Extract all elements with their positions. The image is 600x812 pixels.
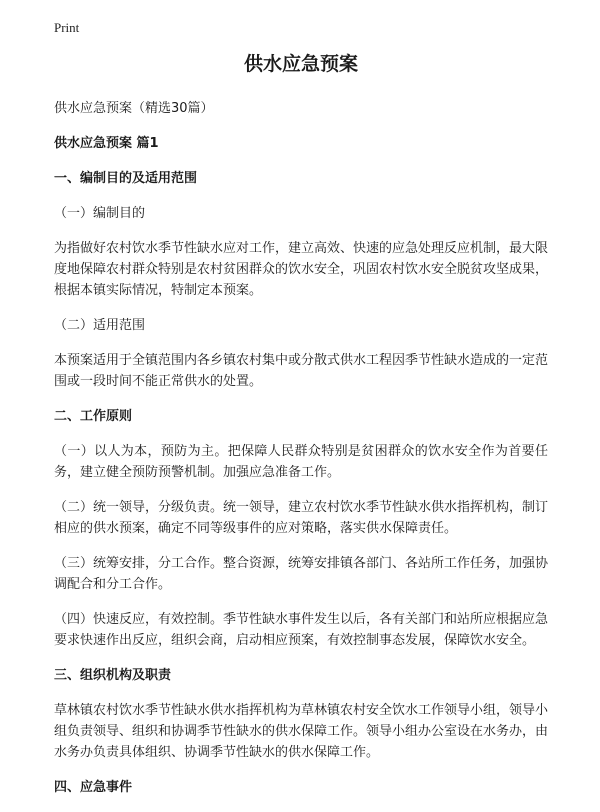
paragraph: 本预案适用于全镇范围内各乡镇农村集中或分散式供水工程因季节性缺水造成的一定范围或一段时间不能正常供水的处置。: [54, 353, 549, 389]
document-body: [54, 133, 548, 798]
print-link[interactable]: Print: [54, 20, 80, 35]
document-subtitle: 供水应急预案（精选30篇）: [54, 101, 214, 116]
paragraph: （一）编制目的: [54, 206, 146, 221]
document: [54, 50, 548, 812]
section-heading: 四、应急事件: [54, 780, 133, 795]
paragraph: （三）统筹安排，分工合作。整合资源，统筹安排镇各部门、各站所工作任务，加强协调配合和分工合作。: [54, 556, 549, 592]
paragraph: （四）快速反应，有效控制。季节性缺水事件发生以后，各有关部门和站所应根据应急要求快速作出反应，组织会商，启动相应预案，有效控制事态发展，保障饮水安全。: [54, 612, 549, 648]
paragraph: （二）适用范围: [54, 318, 146, 333]
paragraph: 草林镇农村饮水季节性缺水供水指挥机构为草林镇农村安全饮水工作领导小组，领导小组负责领导、组织和协调季节性缺水的供水保障工作。领导小组办公室设在水务办，由水务办负责具体组织、协调季节性缺水的供水保障工作。: [54, 703, 549, 760]
section-heading: 二、工作原则: [54, 409, 133, 424]
paragraph: （一）以人为本，预防为主。把保障人民群众特别是贫困群众的饮水安全作为首要任务，建立健全预防预警机制。加强应急准备工作。: [54, 444, 548, 480]
section-heading: 三、组织机构及职责: [54, 668, 172, 683]
section-heading: 一、编制目的及适用范围: [54, 171, 198, 186]
paragraph: （二）统一领导，分级负责。统一领导，建立农村饮水季节性缺水供水指挥机构，制订相应的供水预案，确定不同等级事件的应对策略，落实供水保障责任。: [54, 500, 549, 536]
document-title: 供水应急预案: [243, 53, 358, 75]
paragraph: 为指做好农村饮水季节性缺水应对工作，建立高效、快速的应急处理反应机制，最大限度地保障农村群众特别是农村贫困群众的饮水安全，巩固农村饮水安全脱贫攻坚成果，根据本镇实际情况，特制定本预案。: [54, 241, 549, 298]
section-heading: 供水应急预案 篇1: [54, 136, 159, 151]
